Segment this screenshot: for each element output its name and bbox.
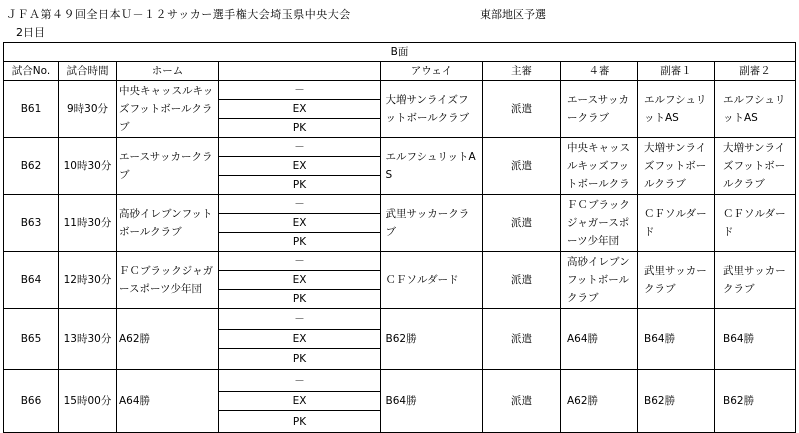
referee: 派遣 bbox=[483, 370, 561, 433]
home-team: A62勝 bbox=[117, 309, 219, 370]
extra-time-label: EX bbox=[219, 392, 381, 411]
match-row bbox=[4, 370, 796, 392]
penalty-label: PK bbox=[219, 411, 381, 433]
extra-time-label: EX bbox=[219, 157, 381, 176]
assistant-referee-1: エルフシュリットAS bbox=[638, 81, 715, 138]
referee: 派遣 bbox=[483, 195, 561, 252]
match-time: 15時00分 bbox=[59, 370, 117, 433]
match-no: B63 bbox=[4, 195, 59, 252]
penalty-label: PK bbox=[219, 349, 381, 370]
match-row bbox=[4, 309, 796, 330]
match-row bbox=[4, 252, 796, 271]
assistant-referee-1: B62勝 bbox=[638, 370, 715, 433]
score-dash: － bbox=[219, 138, 381, 157]
assistant-referee-1: B64勝 bbox=[638, 309, 715, 370]
assistant-referee-2: 武里サッカークラブ bbox=[715, 252, 796, 309]
home-team: 中央キャッスルキッズフットボールクラブ bbox=[117, 81, 219, 138]
col-match-no: 試合No. bbox=[4, 62, 59, 81]
match-time: 10時30分 bbox=[59, 138, 117, 195]
assistant-referee-1: 大増サンライズフットボールクラブ bbox=[638, 138, 715, 195]
fourth-official: 高砂イレブンフットボールクラブ bbox=[561, 252, 638, 309]
referee: 派遣 bbox=[483, 309, 561, 370]
match-no: B65 bbox=[4, 309, 59, 370]
assistant-referee-2: B64勝 bbox=[715, 309, 796, 370]
match-time: 9時30分 bbox=[59, 81, 117, 138]
region-label: 東部地区予選 bbox=[480, 8, 546, 21]
score-dash: － bbox=[219, 195, 381, 214]
score-dash: － bbox=[219, 370, 381, 392]
home-team: 高砂イレブンフットボールクラブ bbox=[117, 195, 219, 252]
assistant-referee-1: ＣＦソルダード bbox=[638, 195, 715, 252]
assistant-referee-1: 武里サッカークラブ bbox=[638, 252, 715, 309]
penalty-label: PK bbox=[219, 290, 381, 309]
col-away: アウェイ bbox=[381, 62, 483, 81]
assistant-referee-2: エルフシュリットAS bbox=[715, 81, 796, 138]
match-no: B66 bbox=[4, 370, 59, 433]
extra-time-label: EX bbox=[219, 271, 381, 290]
match-row bbox=[4, 81, 796, 100]
col-assistant-1: 副審１ bbox=[638, 62, 715, 81]
match-no: B61 bbox=[4, 81, 59, 138]
extra-time-label: EX bbox=[219, 214, 381, 233]
away-team: B62勝 bbox=[381, 309, 483, 370]
away-team: B64勝 bbox=[381, 370, 483, 433]
col-referee: 主審 bbox=[483, 62, 561, 81]
col-home: ホーム bbox=[117, 62, 219, 81]
assistant-referee-2: ＣＦソルダード bbox=[715, 195, 796, 252]
home-team: A64勝 bbox=[117, 370, 219, 433]
score-dash: － bbox=[219, 81, 381, 100]
extra-time-label: EX bbox=[219, 330, 381, 349]
col-match-time: 試合時間 bbox=[59, 62, 117, 81]
document-title: ＪＦＡ第４９回全日本Ｕ－１２サッカー選手権大会埼玉県中央大会 bbox=[6, 8, 351, 21]
match-time: 11時30分 bbox=[59, 195, 117, 252]
match-time: 13時30分 bbox=[59, 309, 117, 370]
match-row bbox=[4, 138, 796, 157]
col-score bbox=[219, 62, 381, 81]
match-time: 12時30分 bbox=[59, 252, 117, 309]
score-dash: － bbox=[219, 309, 381, 330]
away-team: 大増サンライズフットボールクラブ bbox=[381, 81, 483, 138]
match-row bbox=[4, 195, 796, 214]
penalty-label: PK bbox=[219, 119, 381, 138]
penalty-label: PK bbox=[219, 233, 381, 252]
away-team: エルフシュリットAS bbox=[381, 138, 483, 195]
referee: 派遣 bbox=[483, 138, 561, 195]
referee: 派遣 bbox=[483, 81, 561, 138]
assistant-referee-2: 大増サンライズフットボールクラブ bbox=[715, 138, 796, 195]
col-fourth-official: ４審 bbox=[561, 62, 638, 81]
penalty-label: PK bbox=[219, 176, 381, 195]
day-label: 2日目 bbox=[16, 26, 45, 39]
fourth-official: 中央キャッスルキッズフットボールクラ bbox=[561, 138, 638, 195]
header-row bbox=[4, 62, 796, 81]
fourth-official: エースサッカークラブ bbox=[561, 81, 638, 138]
match-no: B64 bbox=[4, 252, 59, 309]
assistant-referee-2: B62勝 bbox=[715, 370, 796, 433]
fourth-official: A64勝 bbox=[561, 309, 638, 370]
extra-time-label: EX bbox=[219, 100, 381, 119]
court-label: B面 bbox=[4, 43, 796, 62]
fourth-official: A62勝 bbox=[561, 370, 638, 433]
schedule-table bbox=[3, 42, 796, 433]
away-team: ＣＦソルダード bbox=[381, 252, 483, 309]
score-dash: － bbox=[219, 252, 381, 271]
col-assistant-2: 副審２ bbox=[715, 62, 796, 81]
match-no: B62 bbox=[4, 138, 59, 195]
away-team: 武里サッカークラブ bbox=[381, 195, 483, 252]
home-team: ＦＣブラックジャガースポーツ少年団 bbox=[117, 252, 219, 309]
home-team: エースサッカークラブ bbox=[117, 138, 219, 195]
fourth-official: ＦＣブラックジャガースポーツ少年団 bbox=[561, 195, 638, 252]
referee: 派遣 bbox=[483, 252, 561, 309]
